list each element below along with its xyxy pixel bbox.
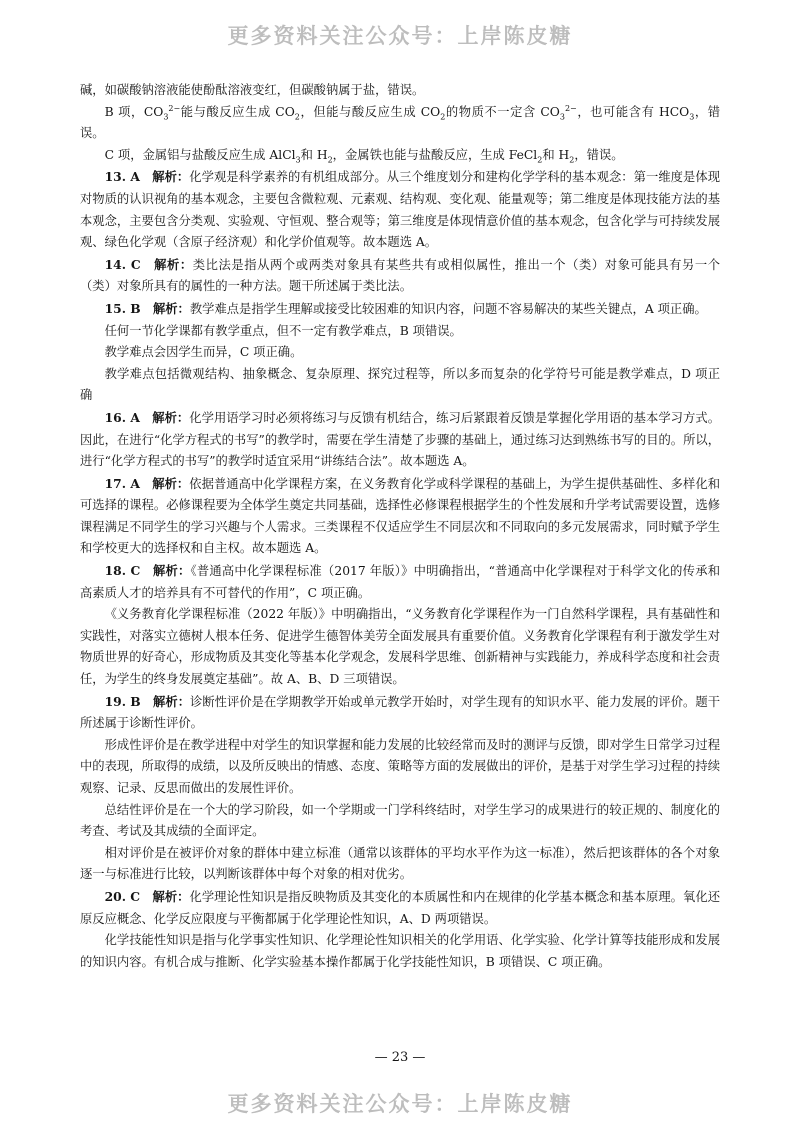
- question-16: 16. A 解析：化学用语学习时必须将练习与反馈有机结合，练习后紧跟着反馈是掌握化学用语的基本学习方式。因此，在进行“化学方程式的书写”的教学时，需要在学生清楚了步骤的基础上，通过练习达到熟练书写的目的。所以，进行“化学方程式的书写”的教学时适宜采用“讲练结合法”。故本题选 A。: [80, 409, 720, 469]
- question-20-label: 20. C 解析：: [104, 888, 190, 904]
- question-18: 18. C 解析：《普通高中化学课程标准（2017 年版）》中明确指出，“普通高中化学课程对于科学文化的传承和高素质人才的培养具有不可替代的作用”，C 项正确。: [80, 563, 720, 600]
- question-15-paragraph: 任何一节化学课都有教学重点，但不一定有教学难点，B 项错误。: [104, 323, 462, 338]
- watermark-banner-bottom: 更多资料关注公众号：上岸陈皮糖: [227, 1092, 573, 1116]
- question-15-paragraph: 教学难点包括微观结构、抽象概念、复杂原理、探究过程等，所以多而复杂的化学符号可能是教学难点，D 项正确: [80, 366, 720, 403]
- paragraph-option-c: C 项，金属铝与盐酸反应生成 AlCl$_3$和 $H_2$，金属铁也能与盐酸反应，生成 FeCl$_2$和 $H_2$，错误。: [104, 147, 624, 165]
- question-18-paragraph: 《义务教育化学课程标准（2022 年版）》中明确指出，“义务教育化学课程作为一门自然科学课程，具有基础性和实践性，对落实立德树人根本任务、促进学生德智体美劳全面发展具有重要价值。义务教育化学课程有利于激发学生对物质世界的好奇心，形成物质及其变化等基本化学观念，发展科学思维、创新精神与实践能力，养成科学态度和社会责任，为学生的终身发展奠定基础”。故 A、B、D 三项错误。: [80, 607, 720, 687]
- question-15: 15. B 解析：教学难点是指学生理解或接受比较困难的知识内容，问题不容易解决的某些关键点，A 项正确。: [104, 300, 707, 316]
- question-19-paragraph: 总结性评价是在一个大的学习阶段，如一个学期或一门学科终结时，对学生学习的成果进行的较正规的、制度化的考查、考试及其成绩的全面评定。: [80, 802, 720, 839]
- answer-explanations: [80, 80, 720, 973]
- question-15-label: 15. B 解析：: [104, 300, 190, 316]
- question-15-paragraph: 教学难点会因学生而异，C 项正确。: [104, 345, 303, 360]
- paragraph-option-b: B 项，$CO_3^{2-}$能与酸反应生成 $CO_2$，但能与酸反应生成 $CO_2$的物质不一定含 $CO_3^{2-}$，也可能含有 $HCO_3$，错误。: [80, 103, 721, 141]
- question-13: 13. A 解析：化学观是科学素养的有机组成部分。从三个维度划分和建构化学学科的基本观念：第一维度是体现对物质的认识视角的基本观念，主要包含微粒观、元素观、结构观、变化观、能量观等；第二维度是体现技能方法的基本观念，主要包含分类观、实验观、守恒观、整合观等；第三维度是体现情意价值的基本观念，包含化学与可持续发展观、绿色化学观（含原子经济观）和化学价值观等。故本题选 A。: [80, 169, 720, 250]
- question-19: 19. B 解析：诊断性评价是在学期教学开始或单元教学开始时，对学生现有的知识水平、能力发展的评价。题干所述属于诊断性评价。: [80, 693, 720, 731]
- question-18-label: 18. C 解析：: [104, 563, 191, 579]
- question-19-paragraph: 相对评价是在被评价对象的群体中建立标准（通常以该群体的平均水平作为这一标准），然后把该群体的各个对象逐一与标准进行比较，以判断该群体中每个对象的相对优劣。: [80, 845, 720, 882]
- question-19-paragraph: 形成性评价是在教学进程中对学生的知识掌握和能力发展的比较经常而及时的测评与反馈，即对学生日常学习过程中的表现，所取得的成绩，以及所反映出的情感、态度、策略等方面的发展做出的评价，是基于对学生学习过程的持续观察、记录、反思而做出的发展性评价。: [80, 737, 720, 795]
- question-14: 14. C 解析：类比法是指从两个或两类对象具有某些共有或相似属性，推出一个（类）对象可能具有另一个（类）对象所具有的属性的一种方法。题干所述属于类比法。: [80, 256, 720, 294]
- question-14-label: 14. C 解析：: [104, 256, 193, 272]
- question-19-label: 19. B 解析：: [104, 693, 191, 709]
- question-17: 17. A 解析：依据普通高中化学课程方案，在义务教育化学或科学课程的基础上，为学生提供基础性、多样化和可选择的课程。必修课程要为全体学生奠定共同基础，选择性必修课程根据学生的个性发展和升学考试需要设置，选修课程满足不同学生的学习兴趣与个人需求。三类课程不仅适应学生不同层次和不同取向的多元发展需求，同时赋予学生和学校更大的选择权和自主权。故本题选 A。: [80, 475, 720, 556]
- question-13-label: 13. A 解析：: [104, 169, 190, 185]
- page-number: — 23 —: [374, 1050, 426, 1065]
- paragraph-intro: 碱，如碳酸钠溶液能使酚酞溶液变红，但碳酸钠属于盐，错误。: [80, 83, 425, 97]
- question-20-paragraph: 化学技能性知识是指与化学事实性知识、化学理论性知识相关的化学用语、化学实验、化学计算等技能形成和发展的知识内容。有机合成与推断、化学实验基本操作都属于化学技能性知识，B 项错误、C 项正确。: [80, 933, 720, 969]
- question-17-label: 17. A 解析：: [104, 475, 190, 491]
- watermark-banner-top: 更多资料关注公众号：上岸陈皮糖: [227, 24, 573, 48]
- question-16-label: 16. A 解析：: [104, 409, 190, 425]
- question-20: 20. C 解析：化学理论性知识是指反映物质及其变化的本质属性和内在规律的化学基本概念和基本原理。氧化还原反应概念、化学反应限度与平衡都属于化学理论性知识，A、D 两项错误。: [80, 888, 720, 926]
